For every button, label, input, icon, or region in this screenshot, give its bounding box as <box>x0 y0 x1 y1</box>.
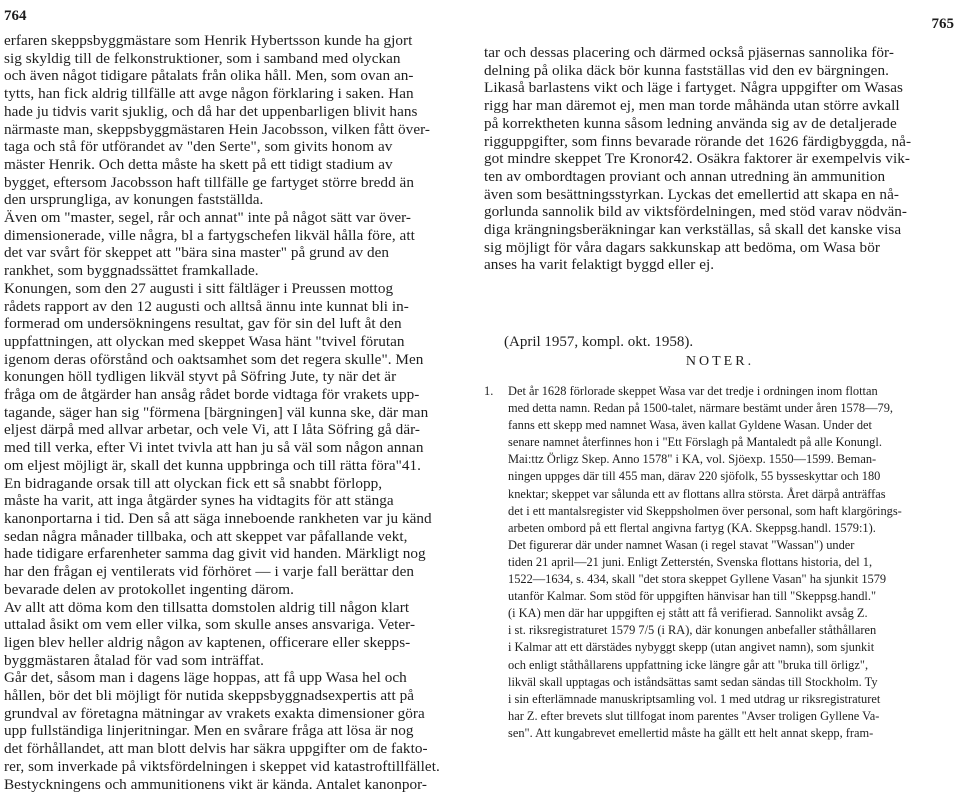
note-text: ningen uppges där till 455 man, därav 220 sjöfolk, 55 bysseskyttar och 180 <box>508 469 881 484</box>
text-line: måste ha varit, att inga åtgärder synes ha vidtagits för att stänga <box>4 492 394 510</box>
note-text: sen". Att kungabrevet emellertid måste ha gällt ett helt annat skepp, fram- <box>508 725 874 740</box>
text-line: diga krängningsberäkningar kan verkställas, så skall det kanske visa <box>484 221 902 239</box>
note-text: i Kalmar att ett därstädes nybyggt skepp (utan angivet namn), som sjunkit <box>508 640 875 655</box>
text-line: tagande, säger han sig "förmena [bärgningen] väl kunna ske, där man <box>4 403 429 421</box>
text-line: gorlunda sannolik bild av viktsfördelningen, med stöd varav nödvän- <box>484 203 908 221</box>
text-line: taga och stå för utförandet av "den Serte", som givits honom av <box>4 138 393 156</box>
note-line <box>484 588 950 605</box>
note-text: har Z. efter brevets slut tillfogat inom parentes "Avser troligen Gyllene Va- <box>508 708 880 723</box>
text-line: ligen blev heller aldrig någon av kaptenen, officerare eller skepps- <box>4 633 411 651</box>
text-line: det var svårt för skeppet att "bära sina master" på grund av den <box>4 244 390 262</box>
text-line: och även något tidigare påtalats från olika håll. Men, som ovan an- <box>4 67 414 85</box>
text-line: sedan några månader tillbaka, och att skeppet var påfallande vekt, <box>4 527 408 545</box>
text-line: dimensionerade, ville några, bl a fartygschefen likväl hålla före, att <box>4 226 415 244</box>
note-text: Det år 1628 förlorade skeppet Wasa var det tredje i ordningen inom flottan <box>508 384 878 398</box>
note-text: utanför Kalmar. Som stöd för uppgiften hänvisar han till "Skeppsg.handl." <box>508 589 877 604</box>
text-line: närmaste man, skeppsbyggmästaren Hein Jacobsson, vilken fått över- <box>4 120 431 138</box>
note-line <box>484 537 950 554</box>
notes-heading: NOTER. <box>685 354 755 369</box>
text-line: grundval av företagna mätningar av vrakets exakta dimensioner göra <box>4 704 425 722</box>
note-line <box>484 503 950 520</box>
page-number: 764 <box>4 8 27 24</box>
note-text: i st. riksregistraturet 1579 7/5 (i RA), där konungen anbefaller ståthållaren <box>508 623 877 638</box>
note-text: knektar; skeppet var sålunda ett av flottans allra största. Året därpå anträffas <box>508 486 886 501</box>
note-line <box>484 605 950 622</box>
text-line: uppfattningen, att olyckan med skeppet Wasa hänt "tvivel förutan <box>4 332 405 350</box>
note-text: (i KA) men där har uppgiften ej stått att få verifierad. Sannolikt avsåg Z. <box>508 606 868 621</box>
note-line <box>484 639 950 656</box>
text-line: igenom deras oförstånd och oaktsamhet som det regera skulle". Men <box>4 350 424 368</box>
text-line: Av allt att döma kom den tillsatta domstolen aldrig till någon klart <box>4 598 410 616</box>
date-line: (April 1957, kompl. okt. 1958). <box>504 334 694 350</box>
note-line <box>484 725 950 742</box>
text-line: hållen, bör det bli möjligt för nutida skeppsbyggnadsexpertis att på <box>4 687 415 705</box>
note-text: 1522—1634, s. 434, skall "det stora skeppet Gyllene Vasan" ha sjunkit 1579 <box>508 572 887 587</box>
text-line: Även om "master, segel, rår och annat" inte på något sätt var över- <box>4 209 412 227</box>
text-line: anses ha varit felaktigt byggd eller ej. <box>484 256 715 274</box>
notes-section <box>484 383 950 742</box>
text-line: rer, som inverkade på viktsfördelningen i skeppet vid katastroftillfället. <box>4 757 440 775</box>
text-line: erfaren skeppsbyggmästare som Henrik Hybertsson kunde ha gjort <box>4 32 413 49</box>
text-line: även som besättningsstyrkan. Lyckas det emellertid att skapa en nå- <box>484 185 899 203</box>
text-line: eljest därpå med allvar arbetar, och vele Vi, att I låta Söfring gå där- <box>4 421 421 439</box>
text-line: om eljest möjligt är, skall det kunna uppbringa och till rätta föra"41. <box>4 456 421 474</box>
text-line: Bestyckningens och ammunitionens vikt är kända. Antalet kanonpor- <box>4 775 428 793</box>
note-line <box>484 674 950 691</box>
note-line <box>484 691 950 708</box>
note-line <box>484 520 950 537</box>
note-line <box>484 708 950 725</box>
note-line <box>484 622 950 639</box>
text-line: rankhet, som byggnadssättet framkallade. <box>4 262 259 280</box>
note-text: fanns ett skepp med namnet Wasa, även kallat Gyldene Wasan. Under det <box>508 418 872 433</box>
text-line: på korrektheten kunna såsom ledning använda sig av de detaljerade <box>484 114 897 132</box>
text-line: Går det, såsom man i dagens läge hoppas, att få upp Wasa hel och <box>4 669 407 687</box>
note-text: i sin efterlämnade manuskriptsamling vol. 1 med utdrag ur riksregistraturet <box>508 691 881 706</box>
note-text: likväl skall upptagas och iståndsättas samt sedan sändas till Stockholm. Ty <box>508 674 878 689</box>
note-text: Det figurerar där under namnet Wasan (i regel stavat "Wassan") under <box>508 537 855 552</box>
note-line <box>484 383 950 400</box>
text-line: uttalad åsikt om vem eller vilka, som skulle anses ansvariga. Veter- <box>4 616 416 634</box>
text-line: hade ju tidvis varit sjuklig, och då har det uppenbarligen blivit hans <box>4 102 418 120</box>
text-line: Likaså barlastens vikt och läge i fartyget. Några uppgifter om Wasas <box>484 79 903 97</box>
right-page <box>480 0 960 740</box>
text-line: hade tidigare erfarenheter samma dag givit vid handen. Märkligt nog <box>4 545 426 563</box>
page-number: 765 <box>931 16 954 32</box>
text-line: Konungen, som den 27 augusti i sitt fältläger i Preussen mottog <box>4 279 394 297</box>
note-line <box>484 554 950 571</box>
text-line: bygget, eftersom Jacobsson haft tillfälle ge fartyget större bredd än <box>4 173 414 191</box>
text-line: rådets rapport av den 12 augusti och alltså ännu inte kunnat bli in- <box>4 297 409 315</box>
body-text <box>484 44 944 274</box>
text-line: rigg har man däremot ej, men man torde måhända utan större avkall <box>484 97 900 115</box>
text-line: fråga om de åtgärder han ansåg rådet borde vidtaga för vrakets upp- <box>4 386 420 404</box>
text-line: rigguppgifter, som finns bevarade rörande det 1626 färdigbyggda, nå- <box>484 132 912 150</box>
text-line: sig skyldig till de felkonstruktioner, som i samband med olyckan <box>4 49 401 67</box>
text-line: delning på olika däck bör kunna fastställas vid den ev bärgningen. <box>484 61 889 79</box>
note-line <box>484 451 950 468</box>
text-line: den ursprungliga, av konungen fastställda. <box>4 191 264 209</box>
text-line: tytts, han fick aldrig tillfälle att avge någon förklaring i saken. Han <box>4 85 414 103</box>
text-line: En bidragande orsak till att olyckan fick ett så snabbt förlopp, <box>4 474 383 492</box>
text-line: konungen höll tydligen likväl styvt på Söfring Jute, ty när det är <box>4 368 397 386</box>
note-line <box>484 434 950 451</box>
note-line <box>484 417 950 434</box>
note-line <box>484 571 950 588</box>
note-text: och enligt ståthållarens uppfattning icke längre går att "bruka till örligz", <box>508 657 869 672</box>
text-line: got mindre skeppet Tre Kronor42. Osäkra faktorer är exempelvis vik- <box>484 150 910 168</box>
text-line: har den frågan ej ventilerats vid förhöret — i varje fall berättar den <box>4 563 415 581</box>
text-line: ten av ombordtagen proviant och annan utredning än ammunition <box>484 167 886 185</box>
note-line <box>484 486 950 503</box>
note-number: 1. <box>484 384 494 398</box>
note-text: det i ett mantalsregister vid Skeppsholmen över personal, som haft klargörings- <box>508 503 902 518</box>
body-text <box>4 32 456 793</box>
note-text: arbeten ombord på ett flertal angivna fartyg (KA. Skeppsg.handl. 1579:1). <box>508 520 876 535</box>
text-line: med till verka, efter Vi intet tvivla att han ju så väl som någon annan <box>4 439 424 457</box>
note-text: senare namnet återfinnes hon i "Ett Förslagh på Mantaledt på alle Konungl. <box>508 435 882 450</box>
text-line: tar och dessas placering och därmed också pjäsernas sannolika för- <box>484 44 894 61</box>
note-line <box>484 657 950 674</box>
text-line: kanonportarna i tid. Den så att säga inneboende rankheten var ju känd <box>4 509 432 527</box>
text-line: upp fullständiga linjeritningar. Men en svårare fråga att lösa är nog <box>4 722 414 740</box>
text-line: bevarade delen av protokollet ingenting därom. <box>4 580 294 598</box>
note-text: med detta namn. Redan på 1500-talet, närmare bestämt under åren 1578—79, <box>508 401 894 416</box>
text-line: sig möjligt för våra dagars sakkunskap att bedöma, om Wasa bör <box>484 238 880 256</box>
text-line: byggmästaren åtalad för vad som inträffat. <box>4 651 264 669</box>
text-line: mäster Henrik. Och detta måste ha skett på ett tidigt stadium av <box>4 155 393 173</box>
note-line <box>484 400 950 417</box>
text-line: det förhållandet, att man blott delvis har säkra uppgifter om de fakto- <box>4 740 428 758</box>
note-line <box>484 468 950 485</box>
note-text: tiden 21 april—21 juni. Enligt Zetterstén, Svenska flottans historia, del 1, <box>508 554 873 569</box>
note-text: Mai:ttz Örligz Skep. Anno 1578" i KA, vol. Sjöexp. 1550—1599. Beman- <box>508 452 877 467</box>
text-line: formerad om undersökningens resultat, gav för sin del luft åt den <box>4 315 402 333</box>
